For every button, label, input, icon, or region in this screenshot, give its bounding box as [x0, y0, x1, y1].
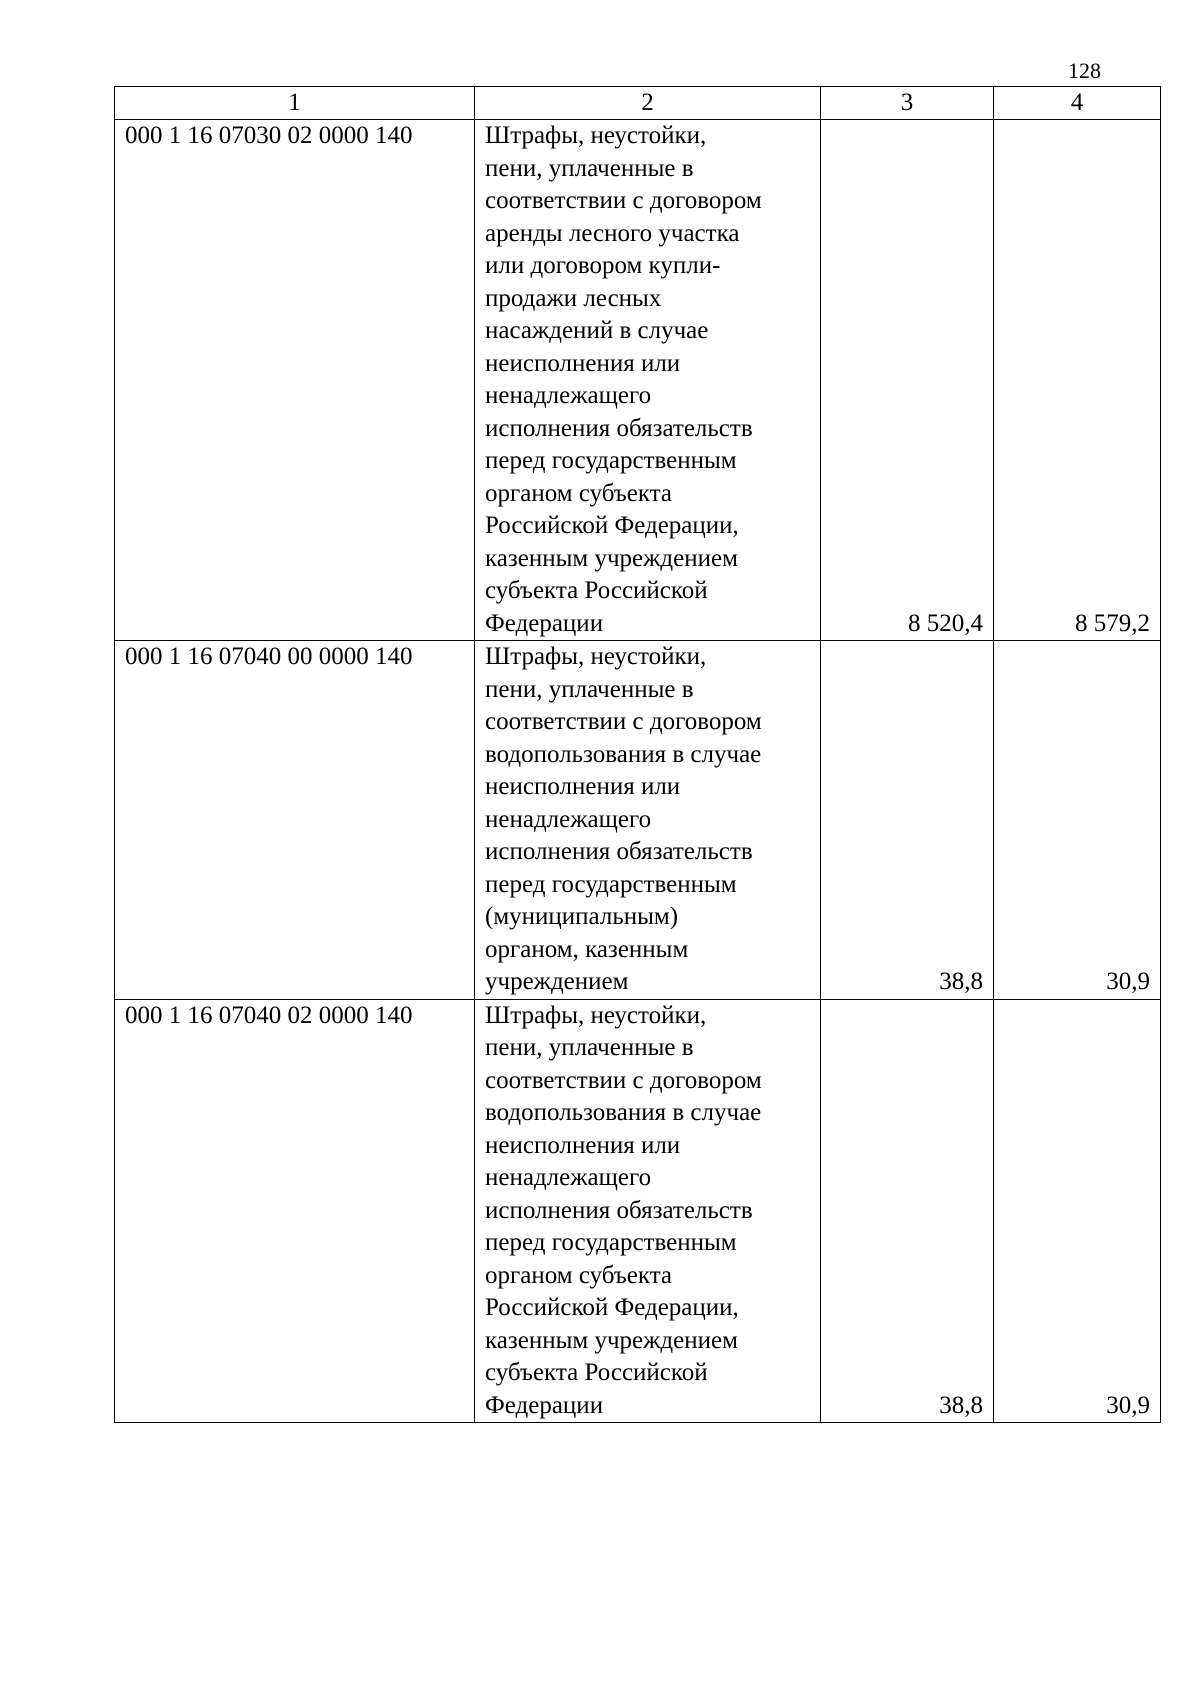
budget-table — [114, 86, 1161, 1423]
description-line: соответствии с договором — [485, 1066, 762, 1094]
description-line: Штрафы, неустойки, — [485, 643, 707, 670]
description-line: Федерации — [485, 609, 604, 637]
description-line: органом субъекта — [485, 479, 673, 507]
budget-code-cell: 000 1 16 07030 02 0000 140 — [115, 120, 475, 641]
table-row — [115, 120, 1161, 641]
description-line: Штрафы, неустойки, — [485, 1001, 707, 1029]
description-line: пени, уплаченные в — [485, 154, 694, 182]
description-line: исполнения обязательств — [485, 1196, 753, 1224]
amount-col3-cell: 38,8 — [821, 999, 994, 1423]
description-line: учреждением — [485, 968, 629, 995]
description-line: ненадлежащего — [485, 1164, 652, 1191]
amount-col4-cell: 30,9 — [994, 641, 1161, 1000]
description-line: органом, казенным — [485, 935, 689, 963]
description-cell — [475, 120, 821, 641]
description-line: соответствии с договором — [485, 708, 762, 735]
description-line: ненадлежащего — [485, 805, 652, 833]
description-line: ненадлежащего — [485, 382, 652, 409]
description-line: или договором купли- — [485, 252, 721, 279]
description-line: Российской Федерации, — [485, 1294, 739, 1321]
description-line: водопользования в случае — [485, 740, 762, 768]
description-line: Штрафы, неустойки, — [485, 122, 707, 149]
description-line: неисполнения или — [485, 773, 681, 800]
budget-code-cell: 000 1 16 07040 02 0000 140 — [115, 999, 475, 1423]
amount-col4-cell: 8 579,2 — [994, 120, 1161, 641]
table-header-row — [115, 87, 1161, 120]
description-line: субъекта Российской — [485, 1359, 708, 1386]
description-line: органом субъекта — [485, 1261, 673, 1289]
description-line: (муниципальным) — [485, 903, 679, 930]
column-header-2: 2 — [475, 87, 821, 120]
description-line: водопользования в случае — [485, 1099, 762, 1126]
description-line: исполнения обязательств — [485, 838, 753, 865]
description-line: исполнения обязательств — [485, 414, 753, 442]
description-line: субъекта Российской — [485, 577, 708, 604]
description-line: Российской Федерации, — [485, 512, 739, 539]
column-header-4: 4 — [994, 87, 1161, 120]
amount-col4-cell: 30,9 — [994, 999, 1161, 1423]
description-line: неисполнения или — [485, 349, 681, 377]
description-line: продажи лесных — [485, 284, 662, 312]
page-number: 128 — [1068, 58, 1101, 83]
description-line: перед государственным — [485, 1229, 737, 1256]
column-header-3: 3 — [821, 87, 994, 120]
description-line: пени, уплаченные в — [485, 1034, 694, 1061]
description-line: аренды лесного участка — [485, 219, 740, 247]
description-line: соответствии с договором — [485, 187, 762, 214]
description-line: насаждений в случае — [485, 317, 709, 344]
table-row — [115, 999, 1161, 1423]
description-line: казенным учреждением — [485, 544, 738, 572]
description-line: перед государственным — [485, 870, 737, 898]
table-row — [115, 641, 1161, 1000]
column-header-1: 1 — [115, 87, 475, 120]
description-line: неисполнения или — [485, 1131, 681, 1159]
amount-col3-cell: 8 520,4 — [821, 120, 994, 641]
amount-col3-cell: 38,8 — [821, 641, 994, 1000]
description-line: Федерации — [485, 1391, 604, 1419]
description-line: пени, уплаченные в — [485, 675, 694, 703]
description-line: перед государственным — [485, 447, 737, 474]
budget-code-cell: 000 1 16 07040 00 0000 140 — [115, 641, 475, 1000]
description-line: казенным учреждением — [485, 1326, 738, 1354]
description-cell — [475, 999, 821, 1423]
description-cell — [475, 641, 821, 1000]
